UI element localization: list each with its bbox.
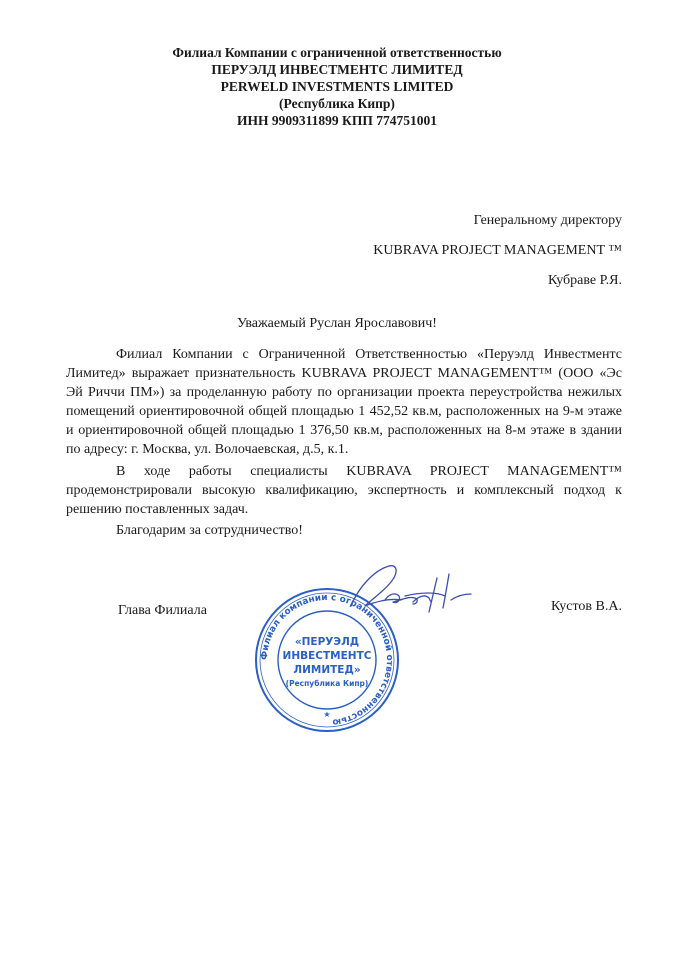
addressee-name: Кубраве Р.Я. [547, 273, 622, 288]
addressee-position: Генеральному директору [473, 213, 622, 228]
letterhead-tax-ids: ИНН 9909311899 КПП 774751001 [237, 113, 437, 128]
letterhead-company-name-en: PERWELD INVESTMENTS LIMITED [220, 79, 454, 94]
body-paragraph-thanks: Благодарим за сотрудничество! [116, 523, 303, 538]
letterhead-country: (Республика Кипр) [279, 96, 395, 111]
stamp-center-line2: ИНВЕСТМЕНТС [282, 650, 372, 662]
stamp-center-line3: ЛИМИТЕД» [293, 664, 361, 676]
stamp-center-line1: «ПЕРУЭЛД [294, 636, 360, 648]
body-paragraph-qualification: В ходе работы специалисты KUBRAVA PROJECT MANAGEMENT™ продемонстрировали высокую квалификацию, экспертность и комплексный подход к решению поставленных задач. [66, 464, 622, 517]
handwritten-signature [345, 556, 475, 626]
letterhead [0, 44, 674, 129]
stamp-center-line4: (Республика Кипр) [285, 679, 369, 688]
addressee-block [373, 206, 622, 296]
stamp-star-icon: ★ [323, 710, 331, 719]
stamp-ring-text: Филиал компании с ограниченной ответственностью [259, 592, 395, 727]
signatory-name: Кустов В.А. [551, 599, 622, 614]
salutation: Уважаемый Руслан Ярославович! [237, 316, 437, 331]
letterhead-company-name-ru: ПЕРУЭЛД ИНВЕСТМЕНТС ЛИМИТЕД [211, 62, 463, 77]
signatory-title: Глава Филиала [118, 603, 207, 618]
addressee-company: KUBRAVA PROJECT MANAGEMENT ™ [373, 243, 622, 258]
body-paragraph-gratitude: Филиал Компании с Ограниченной Ответственностью «Перуэлд Инвестментс Лимитед» выражает признательность KUBRAVA PROJECT MANAGEMENT™ (ООО «Эс Эй Риччи ПМ») за проделанную работу по организации проекта переустройства нежилых помещений ориентировочной общей площадью 1 452,52 кв.м, расположенных на 9-м этаже и ориентировочной общей площадью 1 376,50 кв.м, расположенных на 8-м этаже в здании по адресу: г. Москва, ул. Волочаевская, д.5, к.1. [66, 347, 622, 457]
letterhead-company-type: Филиал Компании с ограниченной ответственностью [172, 45, 502, 60]
